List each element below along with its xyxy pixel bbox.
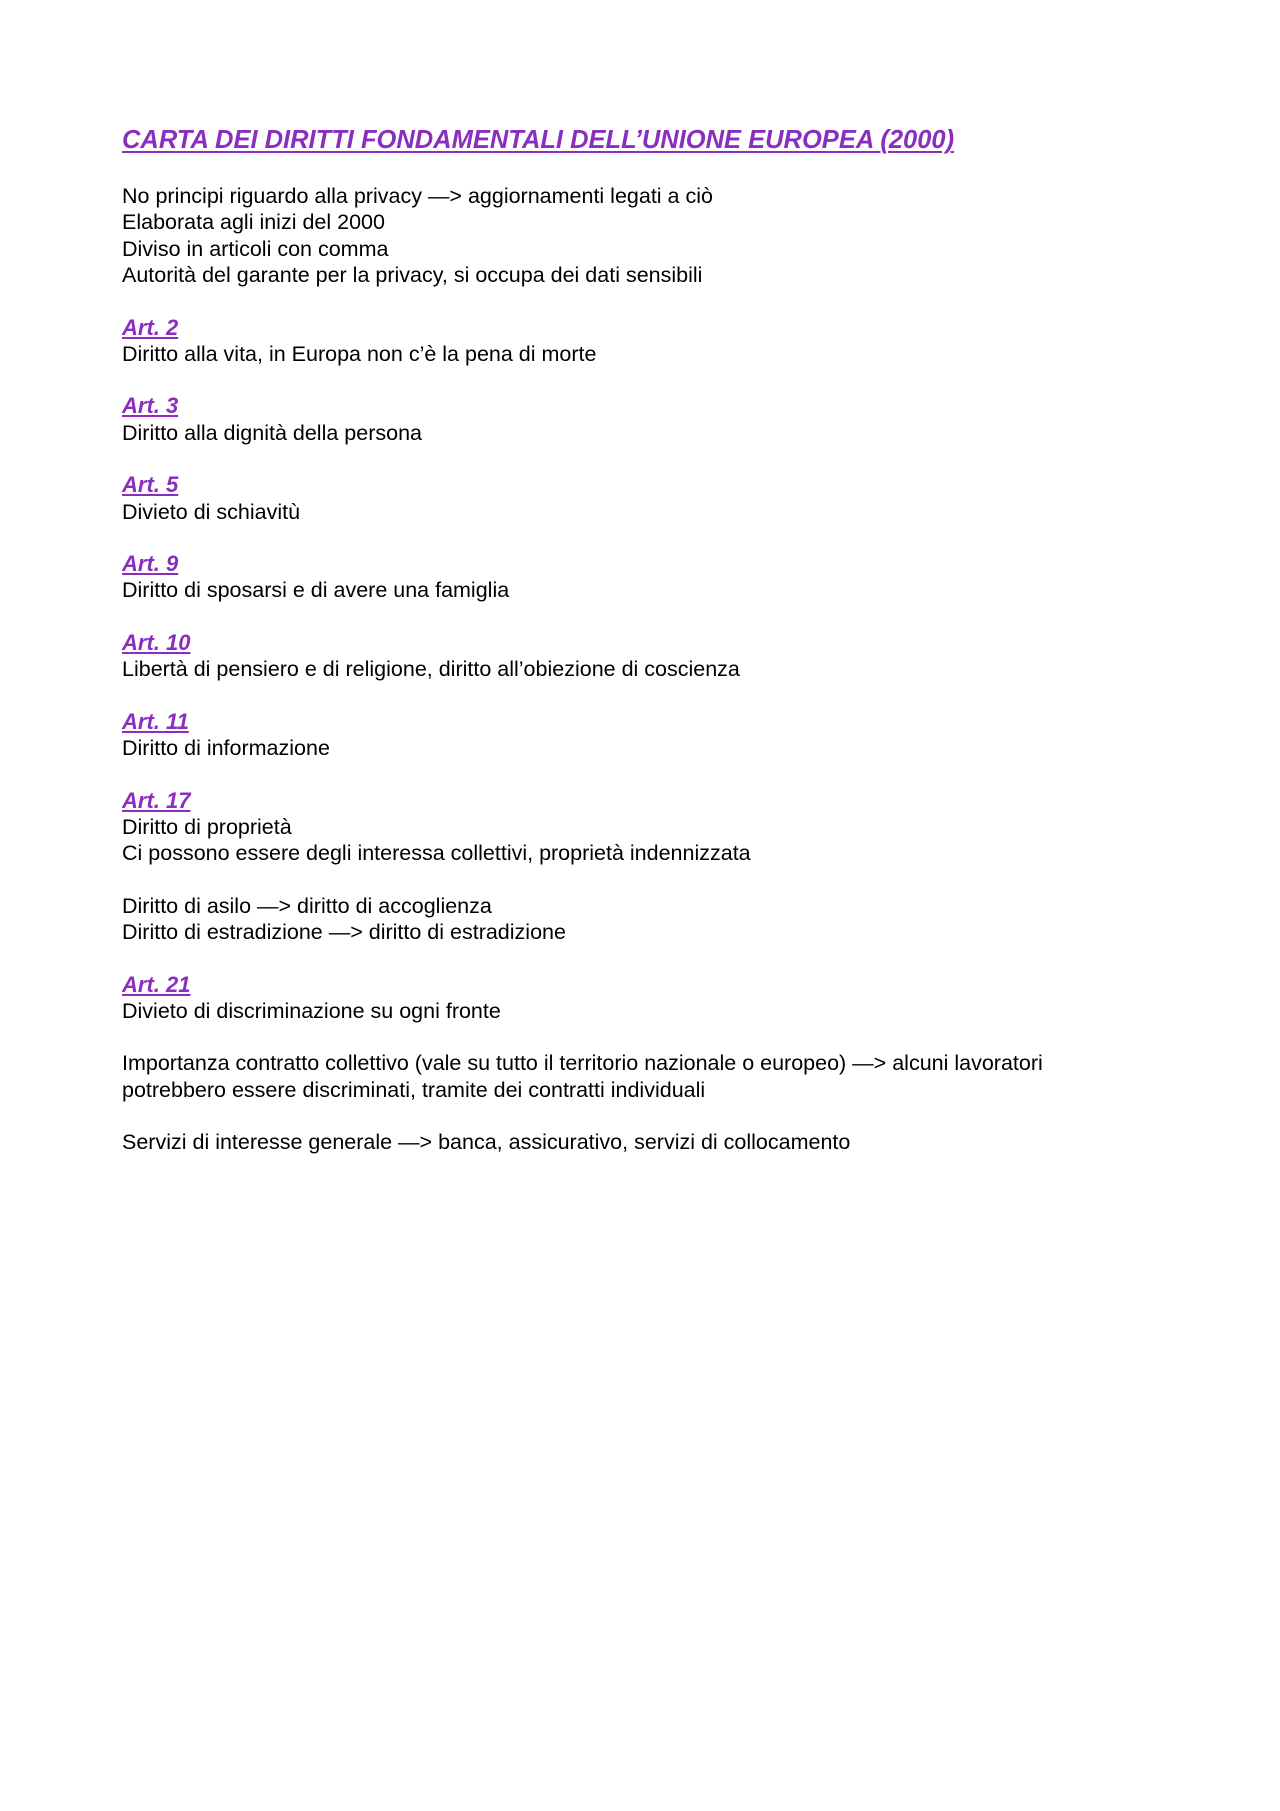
article-art3 — [122, 393, 1182, 446]
document-title: CARTA DEI DIRITTI FONDAMENTALI DELL’UNIONE EUROPEA (2000) — [122, 126, 955, 154]
article-text: Diritto di informazione — [122, 736, 330, 761]
article-text: Divieto di schiavitù — [122, 499, 301, 524]
intro-line: Elaborata agli inizi del 2000 — [122, 210, 385, 235]
article-heading: Art. 9 — [122, 551, 179, 577]
contract-line: Importanza contratto collettivo (vale su tutto il territorio nazionale o europeo) —> alcuni lavoratori — [122, 1051, 1043, 1076]
asylum-block — [122, 893, 1182, 946]
contract-block — [122, 1050, 1182, 1103]
intro-line: Diviso in articoli con comma — [122, 236, 389, 261]
article-heading: Art. 11 — [122, 708, 189, 734]
article-heading: Art. 21 — [122, 971, 191, 997]
article-text: Diritto alla vita, in Europa non c’è la pena di morte — [122, 342, 597, 367]
intro-line: Autorità del garante per la privacy, si occupa dei dati sensibili — [122, 263, 703, 288]
asylum-line: Diritto di asilo —> diritto di accoglienza — [122, 893, 492, 918]
article-text: Diritto alla dignità della persona — [122, 420, 422, 445]
article-art9 — [122, 551, 1182, 604]
services-line: Servizi di interesse generale —> banca, assicurativo, servizi di collocamento — [122, 1130, 851, 1155]
services-block — [122, 1129, 1182, 1155]
article-text: Diritto di sposarsi e di avere una famiglia — [122, 578, 510, 603]
article-art11 — [122, 709, 1182, 762]
article-text: Divieto di discriminazione su ogni fronte — [122, 998, 501, 1023]
article-text: Ci possono essere degli interessa collettivi, proprietà indennizzata — [122, 841, 751, 866]
article-heading: Art. 3 — [122, 393, 179, 419]
article-art10 — [122, 630, 1182, 683]
article-heading: Art. 2 — [122, 314, 179, 340]
intro-line: No principi riguardo alla privacy —> aggiornamenti legati a ciò — [122, 184, 713, 208]
article-art2 — [122, 315, 1182, 368]
article-art17 — [122, 788, 1182, 867]
extradition-line: Diritto di estradizione —> diritto di estradizione — [122, 920, 566, 945]
article-art21 — [122, 972, 1182, 1025]
article-heading: Art. 5 — [122, 472, 179, 498]
article-text: Libertà di pensiero e di religione, diritto all’obiezione di coscienza — [122, 657, 740, 682]
article-heading: Art. 17 — [122, 787, 191, 813]
article-text: Diritto di proprietà — [122, 814, 292, 839]
article-art5 — [122, 472, 1182, 525]
intro-block — [122, 183, 1182, 289]
contract-line: potrebbero essere discriminati, tramite dei contratti individuali — [122, 1077, 706, 1102]
document-body — [122, 124, 1182, 1156]
article-heading: Art. 10 — [122, 629, 191, 655]
